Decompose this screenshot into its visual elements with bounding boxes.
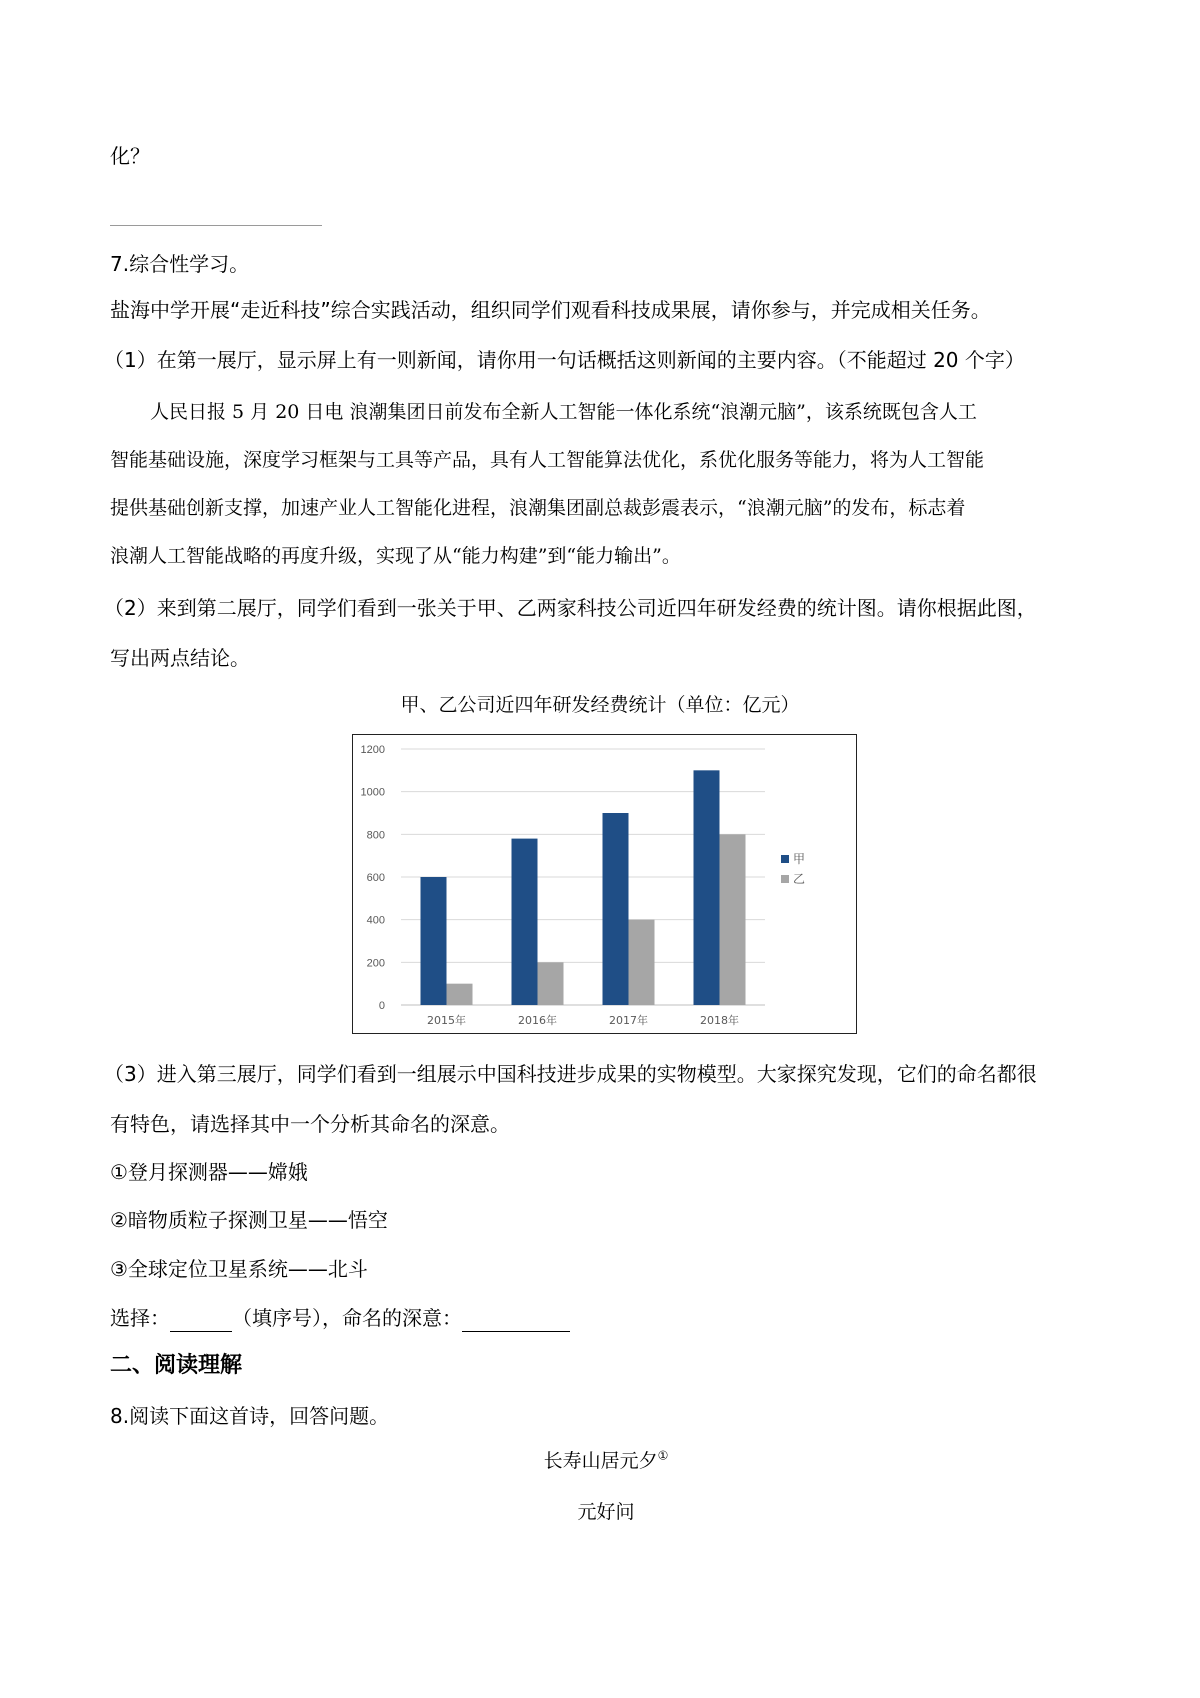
poem-author: 元好问 <box>577 1501 635 1523</box>
news-line-4: 浪潮人工智能战略的再度升级，实现了从“能力构建”到“能力输出”。 <box>110 545 681 567</box>
y-tick-label: 600 <box>366 872 385 884</box>
legend-label: 甲 <box>793 852 806 866</box>
bar-乙-2016年 <box>538 962 564 1005</box>
legend-label: 乙 <box>793 872 806 886</box>
x-tick-label: 2015年 <box>427 1014 466 1027</box>
bar-乙-2017年 <box>629 920 655 1005</box>
question-7-part-3-line-2: 有特色，请选择其中一个分析其命名的深意。 <box>110 1112 510 1136</box>
question-7-part-2-line-2: 写出两点结论。 <box>110 646 250 670</box>
x-tick-label: 2016年 <box>518 1014 557 1027</box>
answer-line <box>110 1304 570 1332</box>
bar-甲-2017年 <box>603 813 629 1005</box>
news-line-3: 提供基础创新支撑，加速产业人工智能化进程，浪潮集团副总裁彭震表示，“浪潮元脑”的发布，标志着 <box>110 497 966 519</box>
poem-footnote-marker: ① <box>657 1448 669 1463</box>
y-tick-label: 1000 <box>360 786 385 799</box>
news-line-1: 人民日报 5 月 20 日电 浪潮集团日前发布全新人工智能一体化系统“浪潮元脑”，该系统既包含人工 <box>150 401 977 423</box>
option-2: ②暗物质粒子探测卫星——悟空 <box>110 1208 388 1232</box>
x-tick-label: 2017年 <box>609 1014 648 1027</box>
text-line-continuation: 化？ <box>110 144 150 168</box>
question-7-part-3-line-1: （3）进入第三展厅，同学们看到一组展示中国科技进步成果的实物模型。大家探究发现，它们的命名都很 <box>104 1062 1037 1086</box>
option-1: ①登月探测器——嫦娥 <box>110 1160 308 1184</box>
news-line-2: 智能基础设施，深度学习框架与工具等产品，具有人工智能算法优化，系优化服务等能力，将为人工智能 <box>110 449 985 471</box>
y-tick-label: 400 <box>366 914 385 927</box>
choice-label: 选择： <box>110 1306 170 1330</box>
poem-title-line <box>6 1446 1200 1473</box>
section-2-title: 二、阅读理解 <box>110 1353 243 1378</box>
legend-swatch <box>781 875 789 883</box>
legend-swatch <box>781 855 789 863</box>
bar-乙-2018年 <box>720 834 746 1005</box>
question-7-part-1: （1）在第一展厅，显示屏上有一则新闻，请你用一句话概括这则新闻的主要内容。（不能超过 20 个字） <box>104 348 1025 372</box>
meaning-blank[interactable] <box>462 1309 570 1332</box>
bar-乙-2015年 <box>447 984 473 1005</box>
bar-甲-2018年 <box>694 770 720 1005</box>
chart-title: 甲、乙公司近四年研发经费统计（单位：亿元） <box>400 694 800 716</box>
y-tick-label: 1200 <box>360 744 385 756</box>
y-tick-label: 200 <box>366 957 385 970</box>
bar-chart <box>352 734 857 1034</box>
bar-甲-2016年 <box>512 839 538 1005</box>
choice-blank[interactable] <box>170 1309 232 1332</box>
divider-line <box>110 225 322 226</box>
choice-middle-text: （填序号），命名的深意： <box>232 1306 462 1330</box>
x-tick-label: 2018年 <box>700 1014 739 1027</box>
y-tick-label: 0 <box>378 1000 385 1012</box>
question-7-title: 7.综合性学习。 <box>110 252 250 276</box>
option-3: ③全球定位卫星系统——北斗 <box>110 1257 368 1281</box>
question-7-part-2-line-1: （2）来到第二展厅，同学们看到一张关于甲、乙两家科技公司近四年研发经费的统计图。请你根据此图， <box>104 596 1037 620</box>
question-7-intro: 盐海中学开展“走近科技”综合实践活动，组织同学们观看科技成果展，请你参与，并完成相关任务。 <box>110 298 991 322</box>
y-tick-label: 800 <box>366 829 385 842</box>
bar-甲-2015年 <box>421 877 447 1005</box>
bar-chart-svg <box>353 735 858 1035</box>
question-8: 8.阅读下面这首诗，回答问题。 <box>110 1404 390 1428</box>
poem-title: 长寿山居元夕 <box>543 1450 658 1472</box>
